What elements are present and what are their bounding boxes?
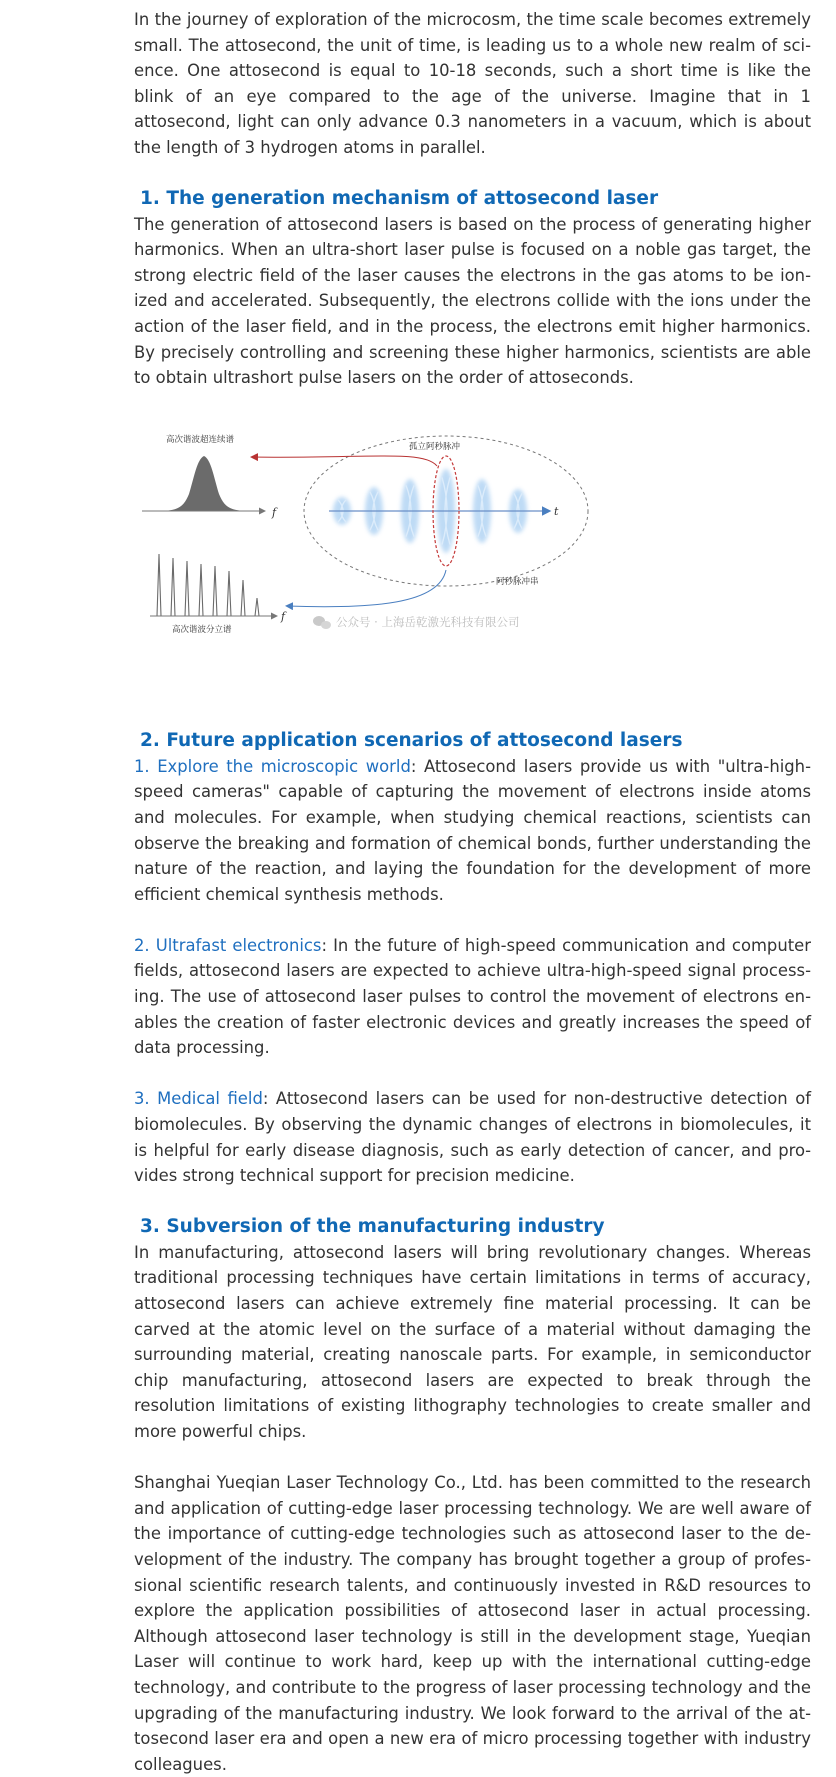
continuum-axis-f-label: f — [272, 505, 277, 519]
watermark-text: 公众号 · 上海岳乾激光科技有限公司 — [336, 614, 520, 629]
intro-paragraph: In the journey of exploration of the microcosm, the time scale becomes extremely small. The attosecond, the unit of time, is leading us to a whole new realm of science. One attosecond is equal to 10-18 seconds, such a short time is like the blink of an eye compared to the age of the universe. Imagine that in 1 attosecond, light can only advance 0.3 nanometers in a vacuum, which is about the length of 3 hydrogen atoms in parallel. — [134, 10, 811, 157]
section-2-heading: 2. Future application scenarios of attosecond lasers — [140, 729, 683, 751]
isolated-pulse-label: 孤立阿秒脉冲 — [409, 441, 461, 452]
discrete-spectrum-label: 高次谐波分立谱 — [172, 624, 232, 635]
section-3-heading: 3. Subversion of the manufacturing industry — [140, 1215, 605, 1237]
wechat-watermark — [313, 615, 519, 629]
application-text-microscopic: : Attosecond lasers provide us with "ultra-high-speed cameras" capable of capturing the movement of electrons inside atoms and molecules. For example, when studying chemical reactions, scientists can observe the breaking and formation of chemical bonds, further understanding the nature of the reaction, and laying the foundation for the development of more efficient chemical synthesis methods. — [134, 756, 811, 904]
application-item-medical — [134, 1086, 811, 1188]
section-1-heading: 1. The generation mechanism of attosecond laser — [140, 187, 659, 209]
figure-illustration — [134, 414, 811, 714]
application-text-medical: : Attosecond lasers can be used for non-destructive detection of biomolecules. By observing the dynamic changes of electrons in biomolecules, it is helpful for early disease diagnosis, such as early detection of cancer, and provides strong technical support for precision medicine. — [134, 1089, 811, 1186]
pulse-train-label: 阿秒脉冲串 — [496, 576, 539, 587]
discrete-peak — [171, 558, 175, 616]
discrete-peak — [227, 571, 231, 616]
application-item-microscopic — [134, 754, 811, 908]
continuum-spectrum-label: 高次谐波超连续谱 — [166, 434, 235, 445]
section-1-body: The generation of attosecond lasers is based on the process of generating higher harmonics. When an ultra-short laser pulse is focused on a noble gas target, the strong electric field of the laser causes the electrons in the gas atoms to be ionized and accelerated. Subsequently, the electrons collide with the ions under the action of the laser field, and in the process, the electrons emit higher harmonics. By precisely controlling and screening these higher harmonics, scientists are able to obtain ultrashort pulse lasers on the order of attoseconds. — [134, 214, 811, 388]
discrete-peak — [185, 561, 189, 616]
closing-paragraph: Shanghai Yueqian Laser Technology Co., Ltd. has been committed to the research and application of cutting-edge laser processing technology. We are well aware of the importance of cutting-edge technologies such as attosecond laser to the development of the industry. The company has brought together a group of professional scientific research talents, and continuously invested in R&D resources to explore the application possibilities of attosecond laser in actual processing. Although attosecond laser technology is still in the development stage, Yueqian Laser will continue to work hard, keep up with the international cutting-edge technology, and contribute to the progress of laser processing technology and the upgrading of the manufacturing industry. We look forward to the arrival of the attosecond laser era and open a new era of micro processing together with industry colleagues. — [134, 1473, 811, 1774]
application-lead-microscopic: 1. Explore the microscopic world — [134, 756, 411, 776]
discrete-spectrum-peaks — [157, 554, 259, 616]
application-item-electronics — [134, 933, 811, 1061]
application-lead-medical: 3. Medical field — [134, 1089, 263, 1109]
paragraph-spacer — [134, 907, 811, 933]
discrete-peak — [213, 566, 217, 616]
article — [134, 0, 811, 1777]
red-arrow-to-continuum — [252, 456, 437, 466]
discrete-axis-f-label: f — [281, 609, 286, 623]
discrete-peak — [157, 554, 161, 616]
discrete-peak — [255, 598, 259, 616]
paragraph-spacer — [134, 1061, 811, 1087]
application-text-electronics: : In the future of high-speed communication and computer fields, attosecond lasers are expected to achieve ultra-high-speed signal processing. The use of attosecond laser pulses to control the movement of electrons enables the creation of faster electronic devices and greatly increases the speed of data processing. — [134, 935, 811, 1058]
continuum-peak — [159, 456, 249, 511]
time-axis-t-label: t — [554, 504, 559, 518]
attosecond-pulse-figure — [134, 414, 811, 714]
section-3-body: In manufacturing, attosecond lasers will bring revolutionary changes. Whereas traditional processing techniques have certain limitations in terms of accuracy, attosecond lasers can achieve extremely fine material processing. It can be carved at the atomic level on the surface of a material without damaging the surrounding material, creating nanoscale parts. For example, in semiconductor chip manufacturing, attosecond lasers are expected to break through the resolution limitations of existing lithography technologies to create smaller and more powerful chips. — [134, 1242, 811, 1441]
discrete-peak — [199, 564, 203, 616]
blue-arrow-to-discrete — [287, 570, 446, 607]
discrete-peak — [241, 580, 245, 616]
application-lead-electronics: 2. Ultrafast electronics — [134, 935, 322, 955]
paragraph-spacer — [134, 1445, 811, 1471]
wechat-icon-bubble — [321, 621, 331, 629]
